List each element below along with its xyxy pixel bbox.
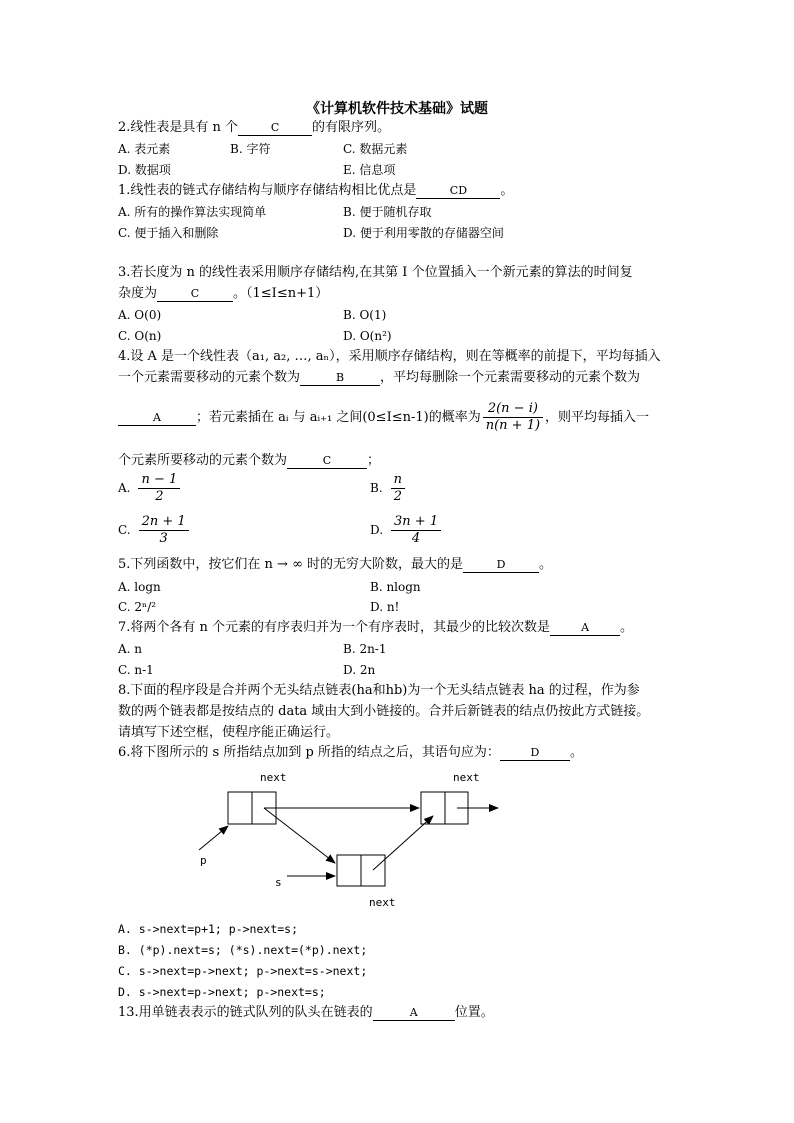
fraction-denominator: 2 <box>155 489 164 504</box>
question-text: ，平均每删除一个元素需要移动的元素个数为 <box>380 370 641 385</box>
option-c: C. O(n) <box>118 329 162 343</box>
option-d: D. n! <box>370 600 400 614</box>
option-d: D. 便于利用零散的存储器空间 <box>343 226 504 240</box>
question-text: ；若元素插在 aᵢ 与 aᵢ₊₁ 之间(0≤I≤n-1)的概率为 <box>196 410 481 425</box>
question-text: 。 <box>569 745 583 760</box>
option-a: A. 所有的操作算法实现简单 <box>118 205 267 219</box>
fraction-numerator: 2n + 1 <box>139 514 189 531</box>
option-d: D. O(n²) <box>343 329 392 343</box>
fraction-numerator: n <box>391 472 405 489</box>
answer-blank: A <box>550 621 620 636</box>
option-a: A. O(0) <box>118 308 162 322</box>
question-4-line-1: 4.设 A 是一个线性表（a₁, a₂, …, aₙ），采用顺序存储结构，则在等概率的前提下，平均每插入 <box>118 349 661 364</box>
question-text: 6.将下图所示的 s 所指结点加到 p 所指的结点之后，其语句应为： <box>118 745 500 760</box>
option-label: D. <box>370 523 384 537</box>
answer-blank: D <box>463 558 539 573</box>
label-p: p <box>200 854 207 867</box>
question-text: 。 <box>620 620 634 635</box>
fraction-denominator: 2 <box>393 489 402 504</box>
option-d: D. 2n <box>343 663 376 677</box>
answer-blank: CD <box>416 184 500 199</box>
label-next-right: next <box>453 771 480 784</box>
option-e: E. 信息项 <box>343 163 396 177</box>
option-d: D. s->next=p->next; p->next=s; <box>118 985 326 999</box>
option-b: B. 2n-1 <box>343 642 387 656</box>
option-c: C. 2ⁿ/² <box>118 600 157 614</box>
question-text: 的有限序列。 <box>312 120 391 135</box>
question-text: 。 <box>539 557 553 572</box>
fraction-denominator: n(n + 1) <box>485 418 541 433</box>
question-text: 7.将两个各有 n 个元素的有序表归并为一个有序表时，其最少的比较次数是 <box>118 620 551 635</box>
arrow-p-to-s <box>264 808 335 863</box>
page-title: 《计算机软件技术基础》试题 <box>306 101 488 117</box>
option-b: B. nlogn <box>370 580 421 594</box>
label-s: s <box>275 876 282 889</box>
option-label: C. <box>118 523 131 537</box>
answer-blank: C <box>238 121 312 136</box>
question-8-line-1: 8.下面的程序段是合并两个无头结点链表(ha和hb)为一个无头结点链表 ha 的过程，作为参 <box>118 683 640 698</box>
fraction-denominator: 4 <box>411 531 421 546</box>
fraction-numerator: n − 1 <box>138 472 180 489</box>
label-next-left: next <box>260 771 287 784</box>
question-text: 一个元素需要移动的元素个数为 <box>118 370 301 385</box>
answer-blank: C <box>157 287 233 302</box>
option-c: C. 便于插入和删除 <box>118 226 219 240</box>
option-b: B. 便于随机存取 <box>343 205 432 219</box>
option-a: A. logn <box>118 580 161 594</box>
answer-blank: A <box>373 1006 455 1021</box>
fraction-numerator: 2(n − i) <box>483 401 543 418</box>
option-a: A. s->next=p+1; p->next=s; <box>118 922 299 936</box>
option-d: D. 数据项 <box>118 163 171 177</box>
answer-blank: C <box>287 454 367 469</box>
option-a: A. n <box>118 642 143 656</box>
question-13 <box>118 1004 494 1022</box>
answer-blank: B <box>300 371 380 386</box>
option-c: C. s->next=p->next; p->next=s->next; <box>118 964 368 978</box>
answer-blank: D <box>500 746 570 761</box>
label-next-bottom: next <box>369 896 396 909</box>
option-b: B. (*p).next=s; (*s).next=(*p).next; <box>118 943 368 957</box>
question-text: 2.线性表是具有 n 个 <box>118 120 239 135</box>
question-text: 。（1≤I≤n+1） <box>233 286 329 301</box>
answer-blank: A <box>118 411 196 426</box>
question-text: 1.线性表的链式存储结构与顺序存储结构相比优点是 <box>118 183 417 198</box>
question-text: 杂度为 <box>118 286 158 301</box>
question-text: ，则平均每插入一 <box>545 410 650 425</box>
option-c: C. 数据元素 <box>343 142 408 156</box>
option-label: B. <box>370 481 383 495</box>
fraction-denominator: 3 <box>159 531 168 546</box>
option-a: A. 表元素 <box>118 142 171 156</box>
question-8-line-2: 数的两个链表都是按结点的 data 域由大到小链接的。合并后新链表的结点仍按此方式链接。 <box>118 704 650 719</box>
option-b: B. O(1) <box>343 308 387 322</box>
arrow-p-pointer <box>199 826 228 850</box>
question-text: 。 <box>500 183 514 198</box>
arrow-s-to-next <box>373 816 433 870</box>
question-text: 个元素所要移动的元素个数为 <box>118 453 288 468</box>
question-text: 5.下列函数中，按它们在 n → ∞ 时的无穷大阶数，最大的是 <box>118 557 464 572</box>
option-label: A. <box>118 481 131 495</box>
question-text: ； <box>367 453 381 468</box>
question-8-line-3: 请填写下述空框，使程序能正确运行。 <box>118 725 340 740</box>
question-3-line-1: 3.若长度为 n 的线性表采用顺序存储结构,在其第 I 个位置插入一个新元素的算法的时间复 <box>118 265 633 280</box>
question-text: 13.用单链表表示的链式队列的队头在链表的 <box>118 1005 373 1020</box>
option-b: B. 字符 <box>230 142 271 156</box>
fraction-numerator: 3n + 1 <box>391 514 441 531</box>
option-c: C. n-1 <box>118 663 154 677</box>
question-text: 位置。 <box>454 1005 494 1020</box>
